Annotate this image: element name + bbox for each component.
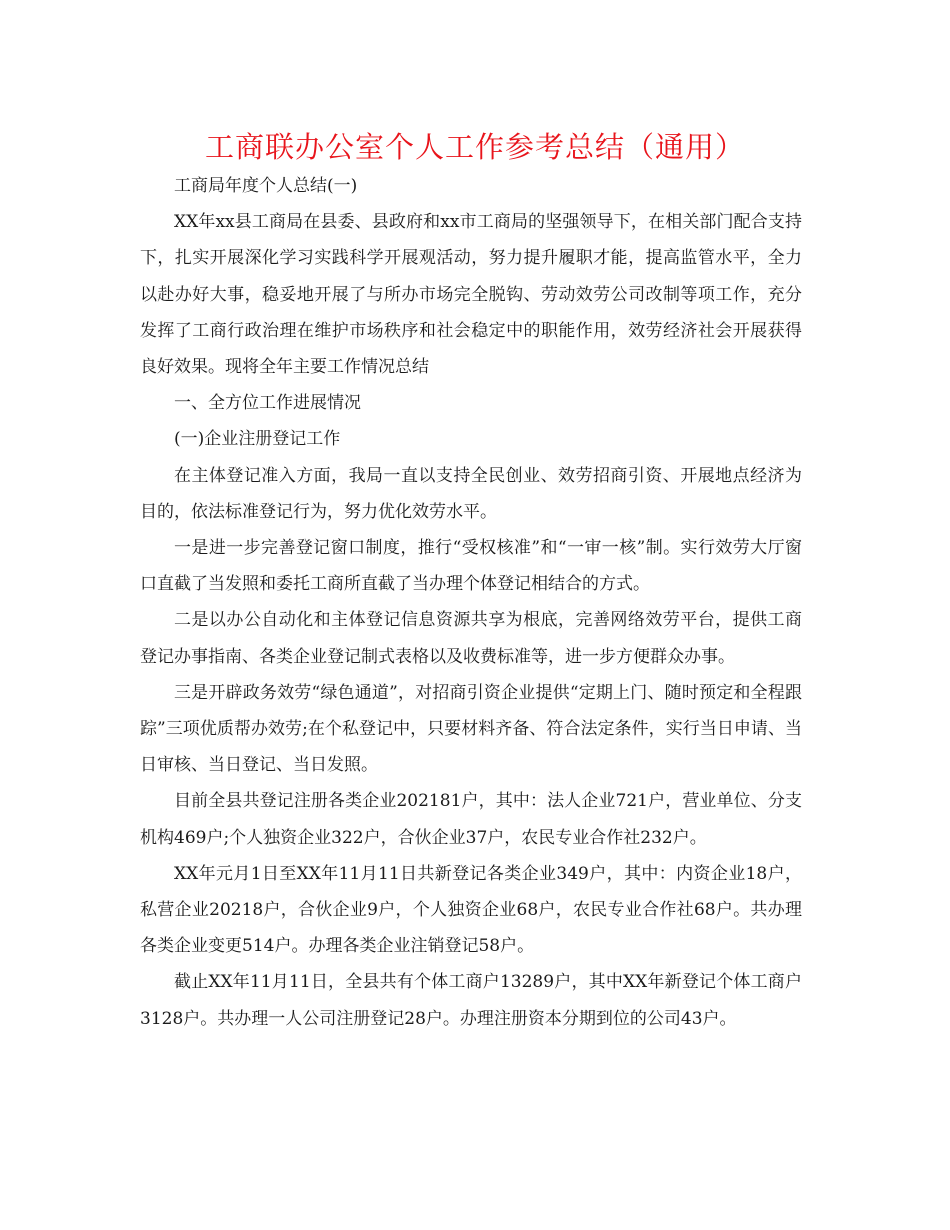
paragraph: 在主体登记准入方面，我局一直以支持全民创业、效劳招商引资、开展地点经济为目的，依法标准登记行为，努力优化效劳水平。 [140,465,802,522]
paragraph: 目前全县共登记注册各类企业202181户，其中：法人企业721户，营业单位、分支机构469户;个人独资企业322户，合伙企业37户，农民专业合作社232户。 [140,791,802,848]
paragraph-subtitle: 工商局年度个人总结(一) [174,176,358,196]
paragraph: XX年元月1日至XX年11月11日共新登记各类企业349户，其中：内资企业18户，私营企业20218户，合伙企业9户，个人独资企业68户，农民专业合作社68户。共办理各类企业变更514户。办理各类企业注销登记58户。 [140,863,802,957]
paragraph: 二是以办公自动化和主体登记信息资源共享为根底，完善网络效劳平台，提供工商登记办事指南、各类企业登记制式表格以及收费标准等，进一步方便群众办事。 [140,610,802,667]
paragraph: 截止XX年11月11日，全县共有个体工商户13289户，其中XX年新登记个体工商户3128户。共办理一人公司注册登记28户。办理注册资本分期到位的公司43户。 [140,972,802,1029]
paragraph: 一是进一步完善登记窗口制度，推行“受权核准”和“一审一核”制。实行效劳大厅窗口直截了当发照和委托工商所直截了当办理个体登记相结合的方式。 [140,538,802,595]
paragraph: 三是开辟政务效劳“绿色通道”，对招商引资企业提供“定期上门、随时预定和全程跟踪”三项优质帮办效劳;在个私登记中，只要材料齐备、符合法定条件，实行当日申请、当日审核、当日登记、当日发照。 [140,682,802,776]
document-title: 工商联办公室个人工作参考总结（通用） [204,130,745,164]
paragraph-intro: XX年xx县工商局在县委、县政府和xx市工商局的坚强领导下，在相关部门配合支持下，扎实开展深化学习实践科学开展观活动，努力提升履职才能，提高监管水平，全力以赴办好大事，稳妥地开展了与所办市场完全脱钩、劳动效劳公司改制等项工作，充分发挥了工商行政治理在维护市场秩序和社会稳定中的职能作用，效劳经济社会开展获得良好效果。现将全年主要工作情况总结 [140,212,802,378]
section-heading: 一、全方位工作进展情况 [174,393,361,414]
document-body [140,168,802,1037]
subsection-heading: (一)企业注册登记工作 [174,429,341,450]
